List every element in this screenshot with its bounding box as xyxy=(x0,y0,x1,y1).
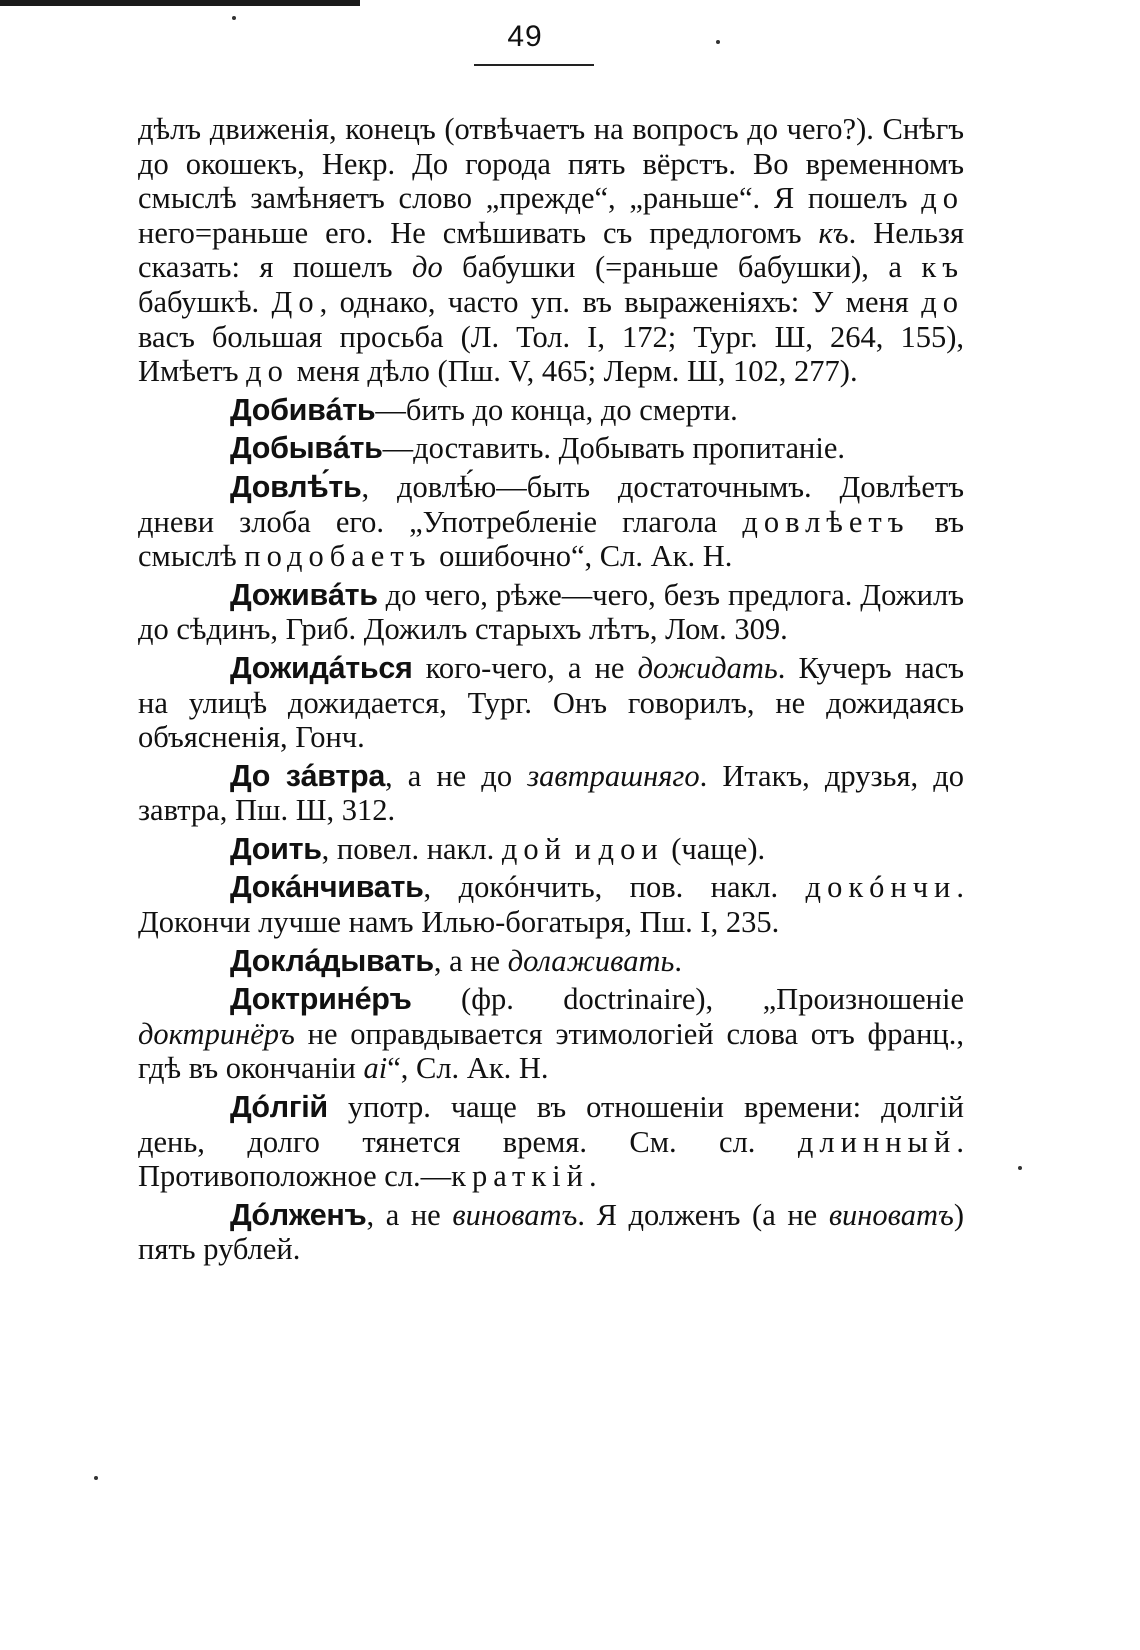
entry-headword: Добивáть xyxy=(230,392,376,427)
spaced-word: довлѣетъ xyxy=(742,504,910,539)
entry-text: и xyxy=(566,831,599,866)
entry-text: бабушки (=раньше бабушки), а xyxy=(442,250,922,285)
spaced-word: дой xyxy=(501,831,567,866)
spaced-word: длинный xyxy=(797,1124,957,1159)
dictionary-entry xyxy=(138,431,964,466)
entry-text: ошибочно“, Сл. Ак. Н. xyxy=(431,539,733,574)
spaced-word: докóнчи xyxy=(805,870,957,905)
entry-text: ) пять рублей. xyxy=(138,1197,964,1267)
spaced-word: до xyxy=(246,354,289,389)
entry-text: . Противоположное сл.— xyxy=(138,1124,964,1194)
entry-headword: Докáнчивать xyxy=(230,870,424,905)
entry-text: дѣлъ движенія, конецъ (отвѣчаетъ на вопросъ до чего?). Снѣгъ до окошекъ, Некр. До города пять вёрстъ. Во временномъ смыслѣ замѣняетъ слово „прежде“, „раньше“. Я пошелъ xyxy=(138,112,964,216)
entry-text: , а не xyxy=(433,943,508,978)
entry-text: , а не xyxy=(366,1197,453,1232)
entry-text: , а не до xyxy=(384,758,528,793)
entry-text: употр. чаще въ отношеніи времени: долгій день, долго тянется время. См. сл. xyxy=(138,1090,964,1159)
entry-text: . Кучеръ насъ на улицѣ дожидается, Тург. Онъ говорилъ, не дожидаясь объясненія, Гонч. xyxy=(138,650,964,755)
entry-text: “, Сл. Ак. Н. xyxy=(387,1051,549,1086)
entry-headword: Доить xyxy=(230,831,322,866)
entry-text: не оправдывается этимологіей слова отъ франц., гдѣ въ окончаніи xyxy=(138,1016,964,1086)
page-number: 49 xyxy=(507,20,543,53)
entry-headword: Дóлженъ xyxy=(230,1197,367,1232)
entry-headword: Дожидáться xyxy=(230,650,413,685)
page-number-rule xyxy=(474,64,594,66)
italic-word: долаживать xyxy=(507,943,675,978)
italic-word: доктринёръ xyxy=(138,1016,295,1051)
dictionary-entry xyxy=(138,578,964,647)
dictionary-entry xyxy=(138,832,964,867)
entry-text: , докóнчить, пов. накл. xyxy=(423,870,806,905)
italic-word: до xyxy=(412,250,443,285)
entry-headword: Доклáдывать xyxy=(230,943,434,978)
entry-text: . Докончи лучше намъ Илью-богатыря, Пш. I, 235. xyxy=(138,870,964,940)
italic-word: къ xyxy=(818,215,849,250)
dictionary-entry xyxy=(138,393,964,428)
entry-text: меня дѣло (Пш. V, 465; Лерм. Ш, 102, 277). xyxy=(288,354,858,389)
print-speck xyxy=(1018,1166,1022,1170)
dictionary-entry xyxy=(138,982,964,1086)
italic-word: завтрашняго xyxy=(527,758,700,793)
spaced-word: до xyxy=(921,181,964,216)
entry-text: (чаще). xyxy=(663,831,766,866)
print-speck xyxy=(94,1476,98,1480)
entry-headword: Добывáть xyxy=(230,431,383,466)
dictionary-entry xyxy=(138,651,964,755)
spaced-word: До xyxy=(271,284,320,319)
entry-text: . xyxy=(674,943,682,978)
continuation-paragraph xyxy=(138,112,964,389)
entry-text: —доставить. Добывать пропитаніе. xyxy=(382,431,845,466)
entry-text: —бить до конца, до смерти. xyxy=(375,392,738,427)
entry-text: въ смыслѣ xyxy=(138,504,964,574)
entry-text: , повел. накл. xyxy=(321,831,502,866)
entry-text: (фр. doctrinaire), „Произношеніе xyxy=(411,982,964,1017)
entry-text: кого-чего, а не xyxy=(412,650,638,685)
entry-text: . Нельзя сказать: я пошелъ xyxy=(138,215,964,285)
spaced-word: подобаетъ xyxy=(244,539,432,574)
entry-text: , однако, часто уп. въ выраженіяхъ: У меня xyxy=(319,284,922,319)
dictionary-entry xyxy=(138,1198,964,1267)
italic-word: виноватъ xyxy=(828,1197,954,1232)
italic-word: дожидать xyxy=(637,650,778,685)
entry-text: . Я долженъ (а не xyxy=(577,1197,829,1232)
spaced-word: краткій xyxy=(451,1159,589,1194)
italic-word: виноватъ xyxy=(452,1197,578,1232)
spaced-word: дои xyxy=(598,831,664,866)
entry-text: . xyxy=(588,1159,597,1194)
entry-headword: До зáвтра xyxy=(230,758,385,793)
spaced-word: къ xyxy=(921,250,965,285)
entry-headword: Дóлгій xyxy=(230,1090,328,1125)
dictionary-entry xyxy=(138,470,964,574)
italic-word: ai xyxy=(363,1051,388,1086)
entry-text: до чего, рѣже—чего, безъ предлога. Дожилъ до сѣдинъ, Гриб. Дожилъ старыхъ лѣтъ, Лом. 309. xyxy=(138,577,964,647)
entry-text: васъ большая просьба (Л. Тол. I, 172; Тург. Ш, 264, 155), Имѣетъ xyxy=(138,319,964,389)
entry-headword: Довлѣ́ть xyxy=(230,469,362,504)
entry-headword: Доживáть xyxy=(230,577,378,612)
dictionary-text xyxy=(138,112,964,1270)
print-speck xyxy=(716,40,720,44)
dictionary-entry xyxy=(138,944,964,979)
dictionary-entry xyxy=(138,870,964,939)
print-speck xyxy=(232,16,236,20)
top-edge-rule xyxy=(0,0,360,6)
dictionary-entry xyxy=(138,1090,964,1194)
entry-headword: Доктринéръ xyxy=(230,982,412,1017)
dictionary-entry xyxy=(138,759,964,828)
spaced-word: до xyxy=(921,284,964,319)
entry-text: . Итакъ, друзья, до завтра, Пш. Ш, 312. xyxy=(138,758,964,828)
entry-text: него=раньше его. Не смѣшивать съ предлогомъ xyxy=(138,215,819,250)
entry-text: бабушкѣ. xyxy=(138,284,272,319)
entry-text: , довлѣ́ю—быть достаточнымъ. Довлѣетъ дневи злоба его. „Употребленіе глагола xyxy=(138,469,964,539)
